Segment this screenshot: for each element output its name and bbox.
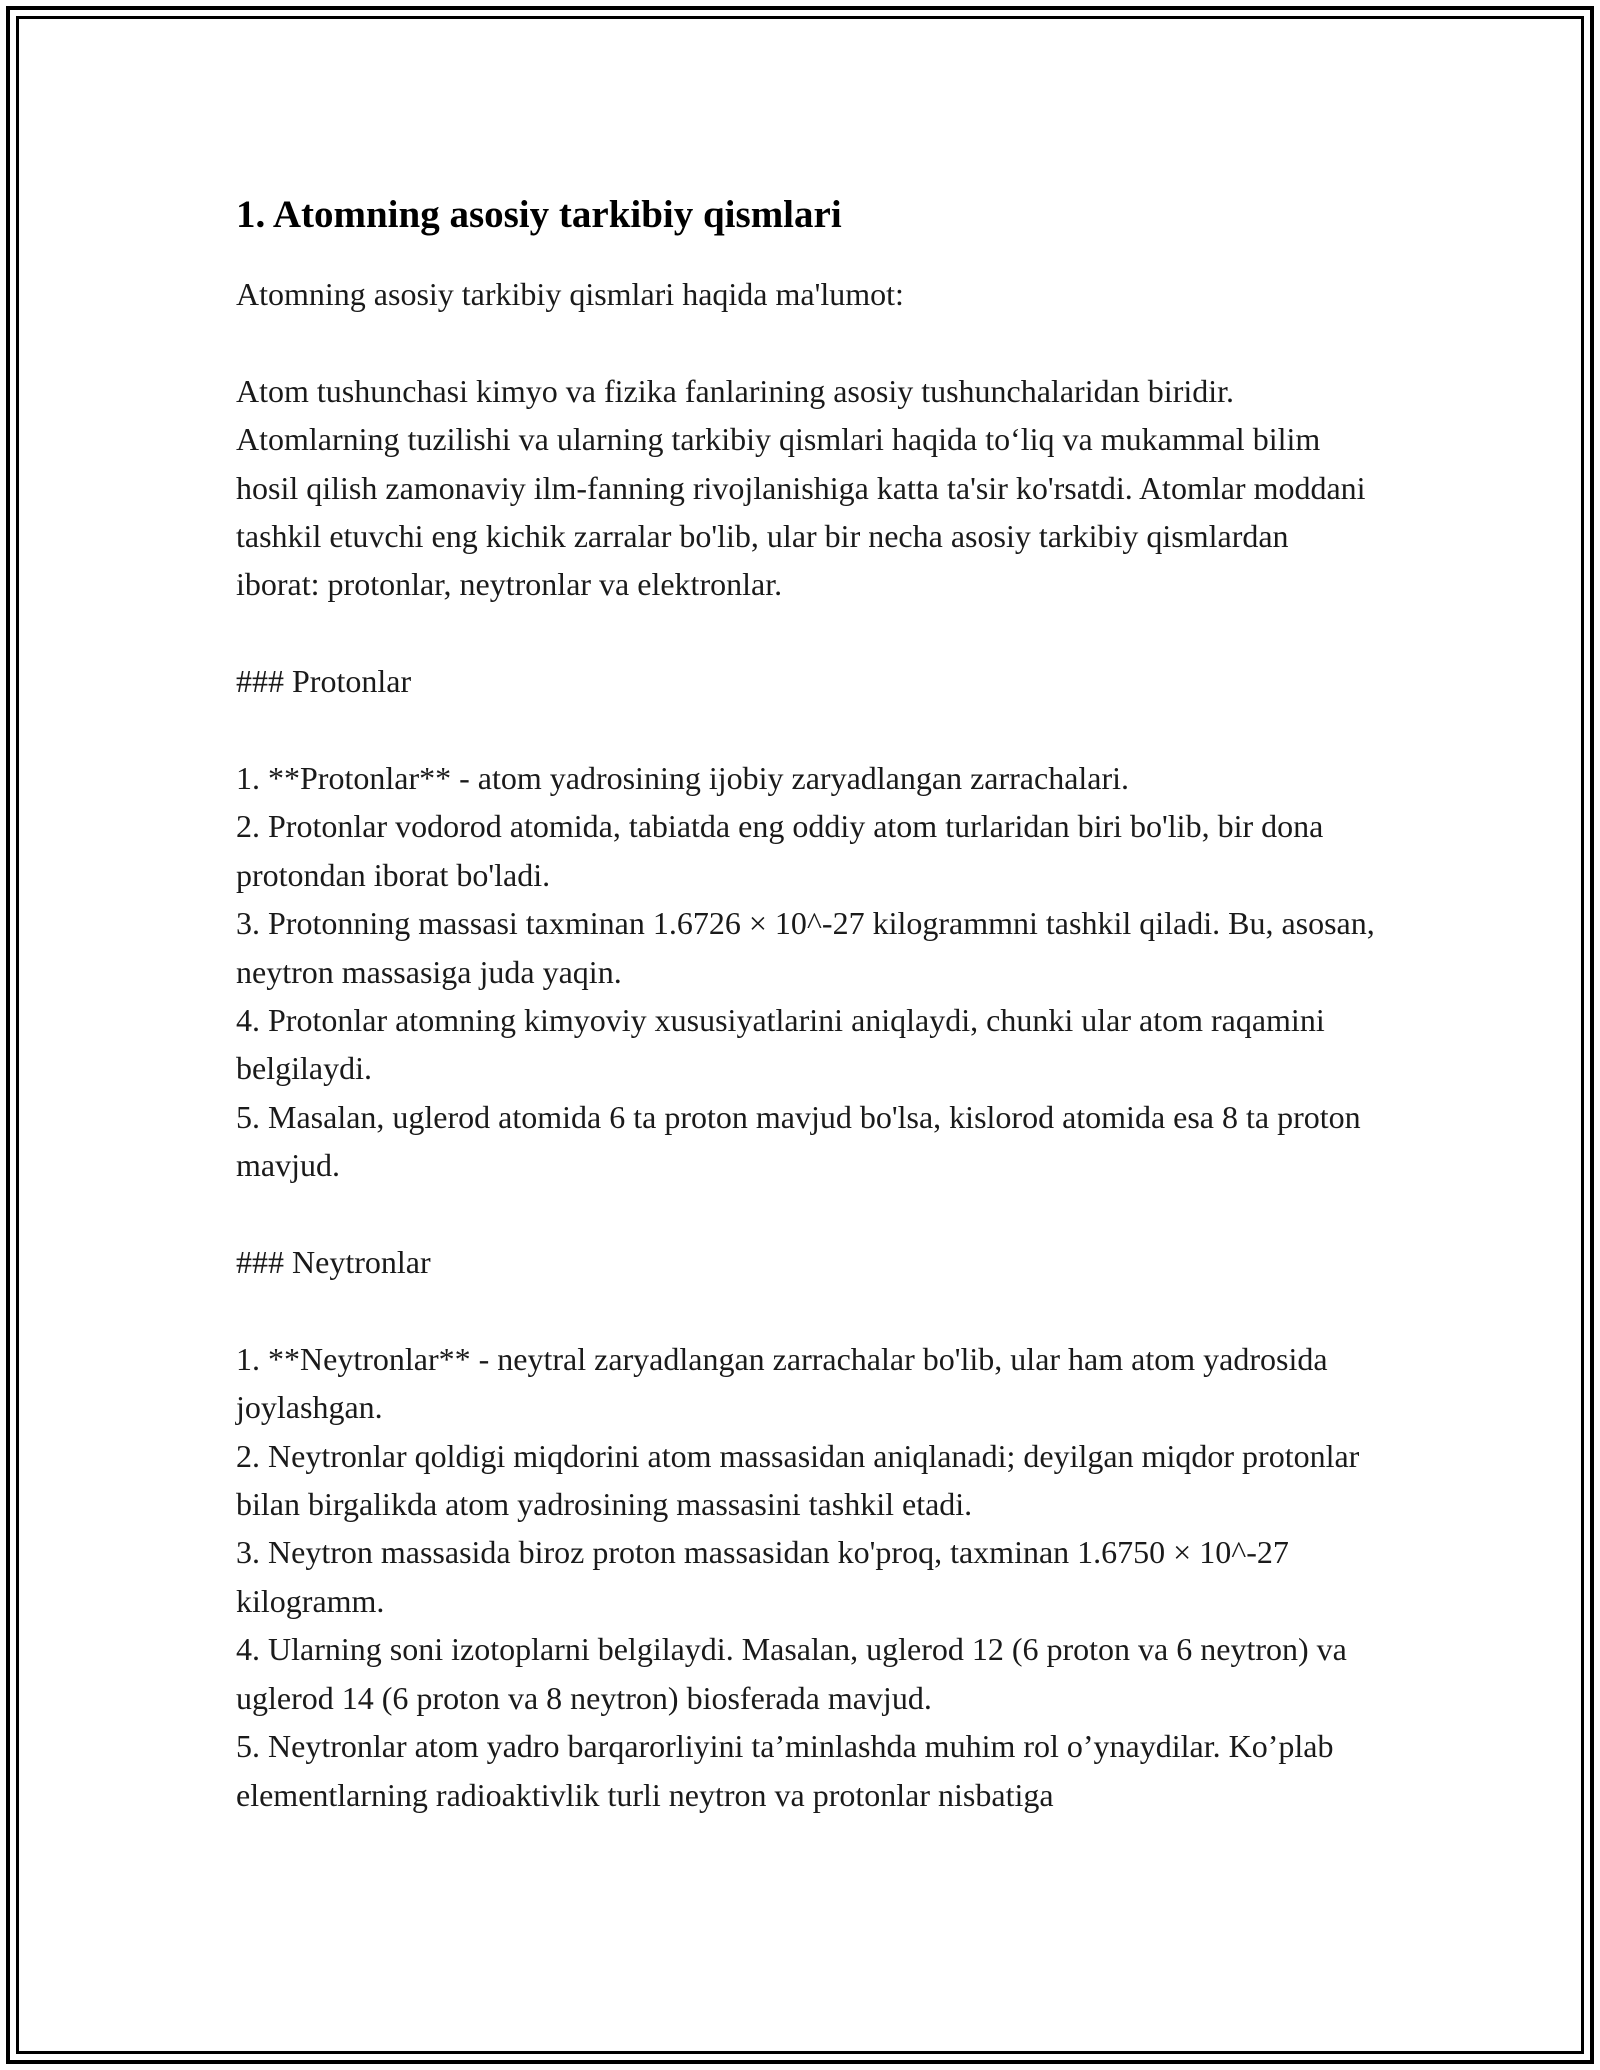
list-item: 2. Protonlar vodorod atomida, tabiatda eng oddiy atom turlaridan biri bo'lib, bir dona protondan iborat bo'ladi. — [236, 808, 1324, 893]
spacer — [236, 706, 1376, 754]
overview-paragraph: Atom tushunchasi kimyo va fizika fanlarining asosiy tushunchalaridan biridir. Atomlarning tuzilishi va ularning tarkibiy qismlari haqida to‘liq va mukammal bilim hosil qilish zamonaviy ilm-fanning rivojlanishiga katta ta'sir ko'rsatdi. Atomlar moddani tashkil etuvchi eng kichik zarralar bo'lib, ular bir necha asosiy tarkibiy qismlardan iborat: protonlar, neytronlar va elektronlar. — [236, 372, 1366, 603]
section-heading: ### Neytronlar — [236, 1244, 431, 1281]
list-item: 1. **Neytronlar** - neytral zaryadlangan zarrachalar bo'lib, ular ham atom yadrosida joylashgan. — [236, 1340, 1328, 1426]
list-item: 3. Protonning massasi taxminan 1.6726 × 10^-27 kilogrammni tashkil qiladi. Bu, asosan, neytron massasiga juda yaqin. — [236, 905, 1375, 990]
document-body — [236, 188, 1376, 1819]
list-item: 4. Ularning soni izotoplarni belgilaydi. Masalan, uglerod 12 (6 proton va 6 neytron) va uglerod 14 (6 proton va 8 neytron) biosferada mavjud. — [236, 1631, 1347, 1716]
list-item: 4. Protonlar atomning kimyoviy xususiyatlarini aniqlaydi, chunki ular atom raqamini belgilaydi. — [236, 1002, 1325, 1087]
spacer — [236, 1286, 1376, 1334]
list-item: 2. Neytronlar qoldigi miqdorini atom massasidan aniqlanadi; deyilgan miqdor protonlar bilan birgalikda atom yadrosining massasini tashkil etadi. — [236, 1437, 1360, 1523]
spacer — [236, 318, 1376, 366]
page-title: 1. Atomning asosiy tarkibiy qismlari — [236, 193, 842, 236]
section-protonlar — [236, 657, 1376, 1189]
list-item: 5. Neytronlar atom yadro barqarorliyini ta’minlashda muhim rol o’ynaydilar. Ko’plab elementlarning radioaktivlik turli neytron va protonlar nisbatiga — [236, 1728, 1334, 1813]
intro-paragraph: Atomning asosiy tarkibiy qismlari haqida ma'lumot: — [236, 276, 904, 312]
spacer — [236, 1190, 1376, 1238]
list-item: 5. Masalan, uglerod atomida 6 ta proton mavjud bo'lsa, kislorod atomida esa 8 ta proton mavjud. — [236, 1098, 1361, 1184]
spacer — [236, 609, 1376, 657]
list-item: 3. Neytron massasida biroz proton massasidan ko'proq, taxminan 1.6750 × 10^-27 kilogramm. — [236, 1534, 1289, 1619]
list-item: 1. **Protonlar** - atom yadrosining ijobiy zaryadlangan zarrachalari. — [236, 760, 1130, 797]
section-neytronlar — [236, 1238, 1376, 1819]
section-heading: ### Protonlar — [236, 663, 412, 700]
